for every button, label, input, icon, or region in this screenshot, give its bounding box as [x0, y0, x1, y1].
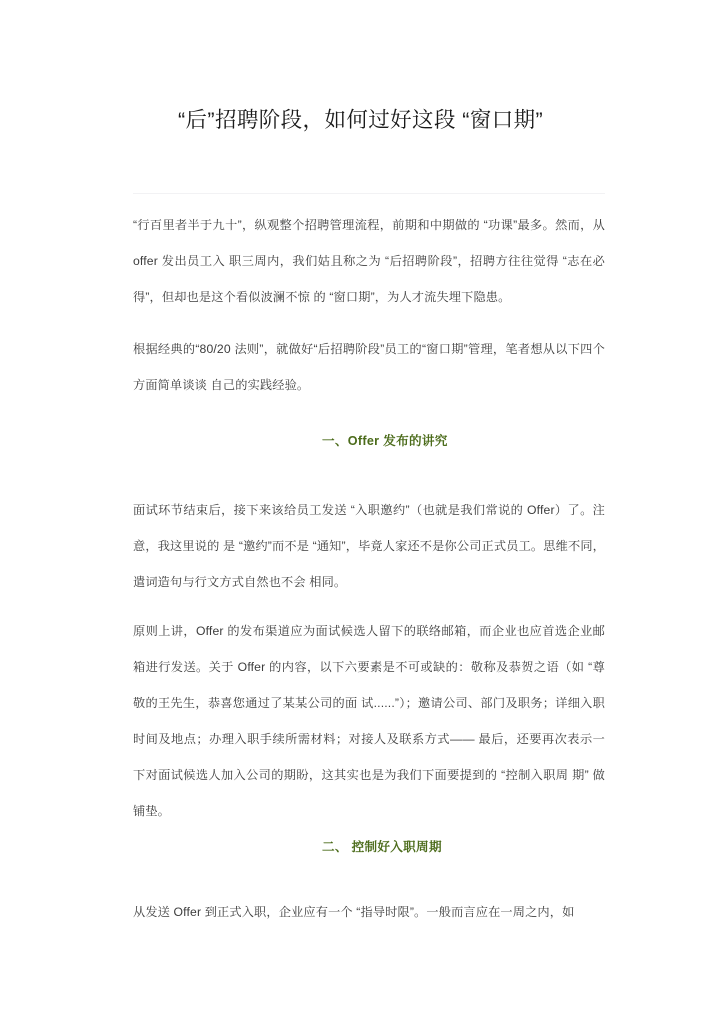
title-divider — [133, 193, 605, 194]
section-heading-text: 二、 控制好入职周期 — [322, 840, 442, 854]
paragraph-text: “行百里者半于九十”，纵观整个招聘管理流程，前期和中期做的 “功课”最多。然而，从 offer 发出员工入 职三周内，我们姑且称之为 “后招聘阶段”，招聘方往往觉得 “志在必得”，但却也是这个看似波澜不惊 的 “窗口期”，为人才流失埋下隐患。 — [133, 218, 605, 304]
paragraph-offer-invitation — [133, 492, 605, 600]
page-title: “后”招聘阶段，如何过好这段 “窗口期” — [177, 108, 544, 133]
paragraph-text: 面试环节结束后，接下来该给员工发送 “入职邀约”（也就是我们常说的 Offer）了。注意，我这里说的 是 “邀约”而不是 “通知”，毕竟人家还不是你公司正式员工。思维不同，遣词造句与行文方式自然也不会 相同。 — [133, 503, 605, 589]
paragraph-8020-rule — [133, 331, 605, 403]
section-heading-two — [133, 835, 605, 859]
section-heading-text: 一、Offer 发布的讲究 — [322, 434, 448, 448]
paragraph-text: 根据经典的“80/20 法则”，就做好“后招聘阶段”员工的“窗口期”管理，笔者想从以下四个方面简单谈谈 自己的实践经验。 — [133, 342, 605, 392]
section-heading-one — [133, 429, 605, 453]
paragraph-onboarding-cycle — [133, 894, 605, 930]
paragraph-text: 原则上讲，Offer 的发布渠道应为面试候选人留下的联络邮箱，而企业也应首选企业邮箱进行发送。关于 Offer 的内容，以下六要素是不可或缺的：敬称及恭贺之语（如 “尊敬的王先生，恭喜您通过了某某公司的面 试......”）；邀请公司、部门及职务；详细入职时间及地点；办理入职手续所需材料；对接人及联系方式—— 最后，还要再次表示一下对面试候选人加入公司的期盼，这其实也是为我们下面要提到的 “控制入职周 期” 做铺垫。 — [133, 624, 605, 818]
paragraph-intro — [133, 207, 605, 315]
paragraph-text: 从发送 Offer 到正式入职，企业应有一个 “指导时限”。一般而言应在一周之内，如 — [133, 905, 575, 919]
paragraph-offer-contents — [133, 613, 605, 829]
